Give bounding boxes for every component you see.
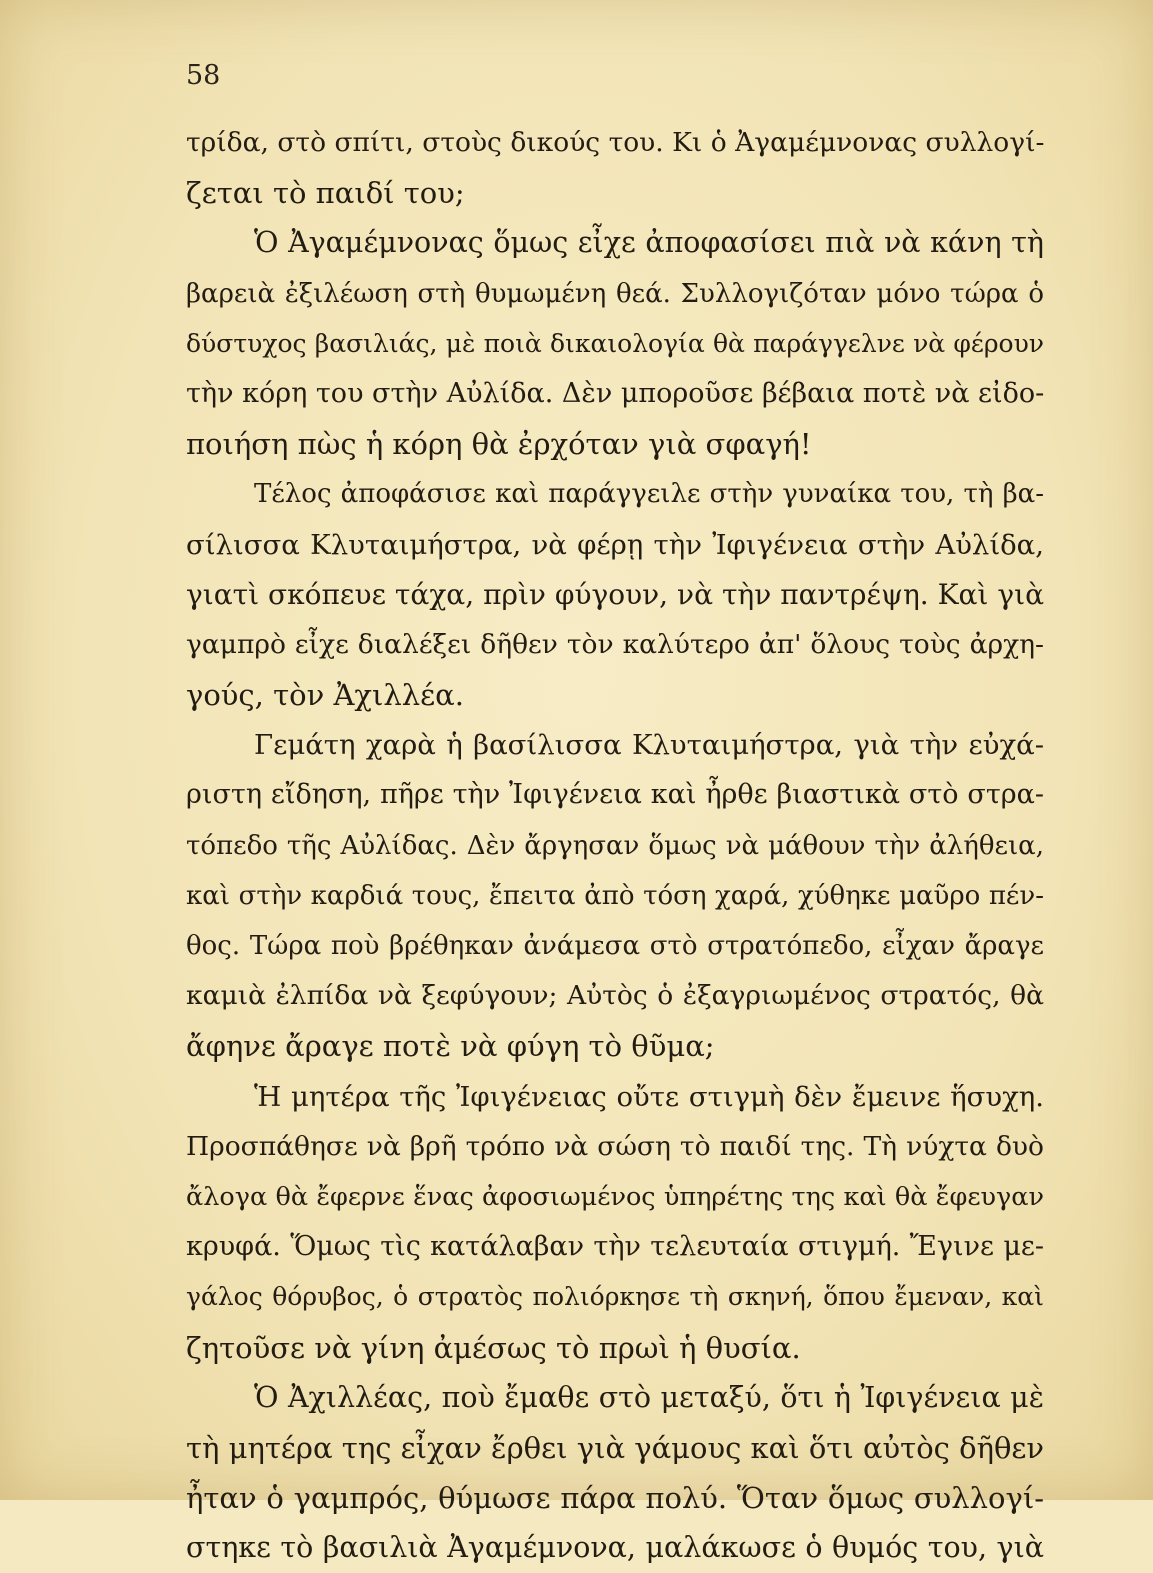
text-line: ποιήση πὼς ἡ κόρη θὰ ἐρχόταν γιὰ σφαγή! [186,427,812,462]
text-line: Προσπάθησε νὰ βρῆ τρόπο νὰ σώση τὸ παιδί της. Τὴ νύχτα δυὸ [186,1130,1044,1162]
page-number: 58 [186,60,221,91]
text-line: ἄφηνε ἄραγε ποτὲ νὰ φύγη τὸ θῦμα; [186,1029,715,1064]
text-line: σίλισσα Κλυταιμήστρα, νὰ φέρῃ τὴν Ἰφιγένεια στὴν Αὐλίδα, [186,528,1044,561]
text-line: καμιὰ ἐλπίδα νὰ ξεφύγουν; Αὐτὸς ὁ ἐξαγριωμένος στρατός, θὰ [186,980,1044,1012]
text-line: Ὁ Ἀγαμέμνονας ὅμως εἶχε ἀποφασίσει πιὰ νὰ κάνη τὴ [254,226,1044,260]
body-text [186,118,1044,1573]
text-line: ζητοῦσε νὰ γίνη ἀμέσως τὸ πρωὶ ἡ θυσία. [186,1330,801,1365]
text-line: θος. Τώρα ποὺ βρέθηκαν ἀνάμεσα στὸ στρατόπεδο, εἶχαν ἄραγε [186,931,1044,961]
text-line: γούς, τὸν Ἀχιλλέα. [186,678,464,713]
text-line: ζεται τὸ παιδί του; [186,176,465,211]
text-line: γιατὶ σκόπευε τάχα, πρὶν φύγουν, νὰ τὴν παντρέψη. Καὶ γιὰ [186,577,1044,611]
text-line: κρυφά. Ὅμως τὶς κατάλαβαν τὴν τελευταία στιγμή. Ἔγινε με- [186,1231,1044,1263]
text-line: γάλος θόρυβος, ὁ στρατὸς πολιόρκησε τὴ σκηνή, ὅπου ἔμεναν, καὶ [186,1282,1044,1312]
text-line: γαμπρὸ εἶχε διαλέξει δῆθεν τὸν καλύτερο ἀπ' ὅλους τοὺς ἀρχη- [186,628,1044,660]
text-line: τὴν κόρη του στὴν Αὐλίδα. Δὲν μποροῦσε βέβαια ποτὲ νὰ εἰδο- [186,377,1044,409]
text-line: τὴ μητέρα της εἶχαν ἔρθει γιὰ γάμους καὶ ὅτι αὐτὸς δῆθεν [186,1430,1044,1465]
text-line: δύστυχος βασιλιάς, μὲ ποιὰ δικαιολογία θὰ παράγγελνε νὰ φέρουν [186,328,1044,358]
text-line: Ὁ Ἀχιλλέας, ποὺ ἔμαθε στὸ μεταξύ, ὅτι ἡ Ἰφιγένεια μὲ [254,1380,1044,1414]
text-line: ἦταν ὁ γαμπρός, θύμωσε πάρα πολύ. Ὅταν ὅμως συλλογί- [186,1481,1044,1516]
text-line: καὶ στὴν καρδιά τους, ἔπειτα ἀπὸ τόση χαρά, χύθηκε μαῦρο πέν- [186,880,1044,911]
text-line: βαρειὰ ἐξιλέωση στὴ θυμωμένη θεά. Συλλογιζόταν μόνο τώρα ὁ [186,278,1044,309]
text-line: Ἡ μητέρα τῆς Ἰφιγένειας οὔτε στιγμὴ δὲν ἔμεινε ἥσυχη. [254,1080,1044,1113]
text-line: τρίδα, στὸ σπίτι, στοὺς δικούς του. Κι ὁ Ἀγαμέμνονας συλλογί- [186,127,1044,158]
text-line: ἄλογα θὰ ἔφερνε ἕνας ἀφοσιωμένος ὑπηρέτης της καὶ θὰ ἔφευγαν [186,1181,1044,1212]
text-line: Τέλος ἀποφάσισε καὶ παράγγειλε στὴν γυναίκα του, τὴ βα- [254,479,1044,510]
text-line: ριστη εἴδηση, πῆρε τὴν Ἰφιγένεια καὶ ἦρθε βιαστικὰ στὸ στρα- [186,779,1044,811]
text-line: Γεμάτη χαρὰ ἡ βασίλισσα Κλυταιμήστρα, γιὰ τὴν εὐχά- [254,729,1044,762]
text-line: στηκε τὸ βασιλιὰ Ἀγαμέμνονα, μαλάκωσε ὁ θυμός του, γιὰ [186,1531,1044,1565]
text-line: τόπεδο τῆς Αὐλίδας. Δὲν ἄργησαν ὅμως νὰ μάθουν τὴν ἀλήθεια, [186,830,1044,861]
